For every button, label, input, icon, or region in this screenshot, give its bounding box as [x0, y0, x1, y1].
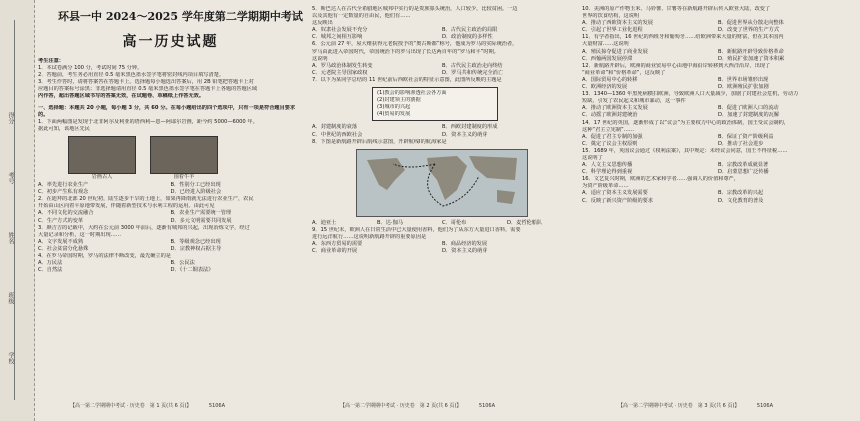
question-14-stem: 这种“君主立宪制”…… — [582, 126, 635, 133]
page-footer-3: 【高一第二学期期中考试 · 历史卷 第 3 页(共 6 页)】 5106A — [618, 403, 774, 409]
option-a: A．国际贸易中心的转移 — [582, 76, 638, 83]
question-9-stem: 9．15 世纪末，欧洲人在日常生活中已大量使用香料，他们为了从东方大量进口香料，需要 — [312, 226, 521, 233]
option-c: C．西葡两国发展停滞 — [582, 55, 633, 62]
binding-label-class: 班级 — [7, 292, 14, 304]
question-9-options — [312, 241, 572, 255]
rock-painting-figures — [68, 136, 303, 181]
option-d: D．启蒙思想广泛传播 — [718, 169, 769, 176]
option-a: A．率先进行农业生产 — [38, 182, 89, 189]
option-d: D．多元文明需要共同发展 — [170, 217, 232, 224]
question-1-options — [38, 182, 303, 196]
asia-landmass — [469, 156, 517, 180]
option-b: B．等级观念已经出现 — [170, 238, 221, 245]
option-b: B．古代民主政治走向终结 — [442, 62, 503, 69]
question-8-options — [312, 220, 572, 227]
question-14-options — [582, 134, 854, 148]
feature-item: (2)封建领主的割据 — [377, 97, 421, 104]
option-d: D．罗马共和传统完全消亡 — [442, 69, 504, 76]
question-13-stem: 13．1340—1360 年黑死病横扫欧洲，导致欧洲人口大量减少，加剧了封建社会危机，劳动力 — [582, 91, 799, 98]
notice-line: 应题目的答案标号涂黑；非选择题请用直径 0.5 毫米黑色墨水签字笔在答题卡上各题的答题区域 — [38, 86, 258, 93]
route-map — [356, 149, 528, 217]
option-c: C．科学理论得到重视 — [582, 169, 633, 176]
option-c: C．引起了世界工业化进程 — [582, 27, 643, 34]
option-b: B．性别分工已经出现 — [170, 182, 221, 189]
australia-landmass — [497, 190, 515, 204]
option-d: D．宗教神权占据主导 — [170, 245, 222, 252]
option-d: D．加速了封建制度的瓦解 — [718, 112, 780, 119]
option-c: C．反映了新兴资产阶级的要求 — [582, 197, 654, 204]
feature-item: (1)教会的影响渗透社会各方面 — [377, 90, 447, 97]
option-b: B．促进了欧洲人口的流动 — [718, 105, 779, 112]
option-b: B．古代民主政治的局限 — [442, 27, 498, 34]
americas-landmass — [367, 158, 405, 190]
feature-box — [372, 87, 498, 121]
notice-line: 3．考生作答时，请将答案答在答题卡上。选择题每小题选出答案后，用 2B 铅笔把答题卡上对 — [38, 79, 254, 86]
option-b: B．宗教改革成就显著 — [718, 162, 769, 169]
question-12-stem: 12．新航路开辟后，欧洲的商业贸易中心由地中海沿岸转移到大西洋沿岸，出现了 — [582, 62, 771, 69]
question-15-options — [582, 162, 854, 176]
option-c: C．奠定了议会主权原则 — [582, 140, 638, 147]
question-13-options — [582, 105, 854, 119]
feature-item: (4)贸易的发展 — [377, 111, 411, 118]
rock-painting-image — [150, 136, 218, 174]
option-c: C．哥伦布 — [442, 219, 467, 226]
binding-label-school: 学校 — [7, 352, 14, 364]
binding-label-score: 得分 — [7, 112, 14, 124]
option-b: B．农业生产需要统一管理 — [170, 210, 232, 217]
option-d: D．资本主义的萌芽 — [442, 248, 488, 255]
question-10-options — [582, 20, 854, 34]
option-c: C．欧洲经济的发展 — [582, 84, 628, 91]
question-3-stem: 3．颜吉吉的记载中，大约在公元前 3000 年前后，逐渐有城邦的兴起，出现冶炼文学，经过 — [38, 224, 250, 231]
question-5-stem: 这反映出 — [312, 20, 333, 27]
option-d: D．已经进入阶级社会 — [170, 189, 222, 196]
option-a: A．促进了君主专制的加强 — [582, 133, 643, 140]
option-d: D．资本主义的萌芽 — [442, 131, 488, 138]
question-5-stem: 以及其他有一定数量的自由民，他们有…… — [312, 13, 411, 20]
option-c: C．社会贫富分化悬殊 — [38, 245, 89, 252]
question-3-stem: 大量记录和分析，这一时期出现…… — [38, 231, 122, 238]
binding-margin — [0, 0, 35, 421]
question-15-stem: 15．1689 年，英国议会通过《权利法案》，其中规定：未经议会同意，国王不得征税…… — [582, 147, 788, 154]
question-11-options — [582, 49, 854, 63]
question-5-options — [312, 27, 572, 41]
option-b: B．宗教改革的兴起 — [718, 190, 764, 197]
question-4-stem: 4．在罗马帝国时期，罗马的法律不断改变，最先确立的是 — [38, 252, 171, 259]
question-16-stem: 为资产阶级革命…… — [582, 183, 629, 190]
page-column-1 — [38, 6, 303, 274]
option-a: A．人文主义思想传播 — [582, 162, 633, 169]
option-b: B．保证了资产阶级利益 — [718, 133, 774, 140]
option-c: C．城邦之间相互影响 — [312, 34, 363, 41]
option-a: A．适应了资本主义发展需要 — [582, 190, 648, 197]
question-6-stem: 这说明 — [312, 55, 328, 62]
option-c: C．中世纪的西欧社会 — [312, 131, 363, 138]
option-d: D．改变了世界的生产方式 — [718, 27, 780, 34]
page-column-3 — [582, 6, 854, 205]
option-c: C．生产方式的变革 — [38, 217, 84, 224]
question-8-stem: 8．下图是新航路开辟后航线示意图，开辟航线Ⅰ的航海家是 — [312, 138, 447, 145]
question-1-stem: 据此可知，该地区先民 — [38, 125, 90, 132]
option-c: C．自然法 — [38, 267, 63, 274]
option-b: B．世界市场雏形出现 — [718, 76, 769, 83]
option-a: A．罗马政治体制发生转变 — [312, 62, 373, 69]
question-6-stem: 6．公元前 27 年，屋大维获得元老院授予的“奥古斯都”称号，他成为罗马的实际统治者， — [312, 41, 518, 48]
option-a: A．封建制度的衰落 — [312, 124, 358, 131]
image-caption: 岩画古人 — [91, 173, 113, 180]
option-b: B．达·伽马 — [377, 219, 403, 226]
option-b: B．促进世界从分散走向整体 — [718, 20, 784, 27]
notice-line: 内作答，超出答题区域书写的答案无效，在试题卷、草稿纸上作答无效。 — [38, 93, 205, 100]
question-2-stem: 开始由山区向着平原地带发展，伴随着新型技术与水利工程的运用。由此可见 — [38, 203, 215, 210]
option-a: A．推动了西欧资本主义的发展 — [582, 20, 653, 27]
question-14-stem: 14．17 世纪的英国，逐渐形成了以“议会”为主要权力中心的政治体制，国王受议会制约， — [582, 119, 789, 126]
page-footer-1: 【高一第二学期期中考试 · 历史卷 第 1 页(共 6 页)】 5106A — [70, 403, 226, 409]
question-10-stem: 世界的饮食结构，这说明 — [582, 13, 640, 20]
image-caption: 围着牛羊 — [173, 173, 195, 180]
notice-line: 2．答题前，考生务必用直径 0.5 毫米黑色墨水签字笔将密封线内项目填写清楚。 — [38, 72, 225, 79]
option-a: A．不同文化的交流融合 — [38, 210, 94, 217]
option-d: D．政治制度的多样性 — [442, 34, 493, 41]
question-4-options — [38, 260, 303, 274]
question-1-stem: 1．下面两幅图是发现于北非阿尔及利亚的塔西利—恩—阿耶尔岩画，距今约 5000—6000 年。 — [38, 118, 258, 125]
binding-label-name: 姓名 — [7, 232, 14, 244]
question-2-stem: 2．在迪拜的北部 20 世纪初，陆生逐步干旱的土地上，如果再降雨就无法进行农业生产，农民 — [38, 196, 254, 203]
route-map-drawing — [357, 150, 527, 216]
option-c: C．元老院主导国家政权 — [312, 69, 368, 76]
option-d: D．殖民扩张加速了资本积累 — [718, 55, 785, 62]
page-column-2 — [312, 6, 572, 255]
option-a: A．奴隶社会发展不充分 — [312, 27, 368, 34]
question-10-stem: 10．美洲的原产作物玉米、马铃薯、甘薯等在新航路开辟后传入欧亚大陆，改变了 — [582, 6, 771, 12]
page-footer-2: 【高一第二学期期中考试 · 历史卷 第 2 页(共 6 页)】 5106A — [340, 403, 496, 409]
seal-line — [14, 20, 15, 400]
question-9-stem: 进行远洋航行……这说明新航路开辟的重要原因是 — [312, 233, 427, 240]
question-11-stem: 11．有学者指出，16 世纪的西班牙和葡萄牙……给欧洲带来大量的财富，但在其本国内 — [582, 34, 784, 41]
option-d: D．推动了社会进步 — [718, 140, 764, 147]
europe-africa-landmass — [427, 156, 467, 200]
option-d: D．《十二铜表法》 — [170, 267, 214, 274]
question-13-stem: 短缺，引发了农民起义和城市暴动，这一事件 — [582, 98, 686, 105]
option-d: D．欧洲殖民扩张加剧 — [718, 84, 769, 91]
question-16-options — [582, 190, 854, 204]
question-7-options — [312, 124, 572, 138]
option-a: A．迪亚士 — [312, 219, 337, 226]
exam-title: 环县一中 2024～2025 学年度第二学期期中考试 — [58, 10, 303, 23]
option-b: B．新航路开辟导致价格革命 — [718, 48, 784, 55]
option-d: D．文化教育的普及 — [718, 197, 764, 204]
option-b: B．商品经济的发展 — [442, 240, 488, 247]
question-7-stem: 7．以下为某同学总结的 11 世纪前后西欧社会的特征示意图，此图所反映的主题是 — [312, 76, 502, 83]
option-c: C．初步产生私有观念 — [38, 189, 89, 196]
question-16-stem: 16．文艺复兴时期，欧洲的艺术家和学者……强调人的价值和尊严， — [582, 176, 740, 183]
section-heading: 一、选择题：本题共 20 小题，每小题 3 分，共 60 分。在每小题给出的四个选项中，只有一项是符合题目要求的。 — [38, 104, 296, 118]
option-a: A．东西方贸易的需要 — [312, 240, 363, 247]
option-c: C．商业革命的开展 — [312, 248, 358, 255]
notice-title: 考生注意： — [38, 58, 64, 64]
option-d: D．麦哲伦船队 — [507, 219, 543, 226]
binding-label-exam-no: 考号 — [7, 172, 14, 184]
question-11-stem: 大量财富……这说明 — [582, 41, 629, 48]
question-5-stem: 5．斯巴达人在古代全希腊地区城邦中实行的是贵族寡头统治，人口较少，比较贫困。一边 — [312, 6, 518, 12]
option-a: A．殖民掠夺促进了商业发展 — [582, 48, 648, 55]
option-a: A．文字发展不成熟 — [38, 238, 84, 245]
option-b: B．西欧封建制度的形成 — [442, 124, 498, 131]
option-b: B．公民法 — [170, 260, 195, 267]
option-a: A．推动了欧洲资本主义发展 — [582, 105, 648, 112]
exam-subtitle: 高一历史试题 — [122, 34, 219, 50]
question-15-stem: 这说明了 — [582, 154, 603, 161]
question-6-options — [312, 63, 572, 77]
question-12-options — [582, 77, 854, 91]
rock-painting-image — [68, 136, 136, 174]
feature-item: (3)城市的兴起 — [377, 104, 411, 111]
option-c: C．动摇了欧洲封建统治 — [582, 112, 638, 119]
question-6-stem: 罗马由此进入帝国时代，帝国统治下的罗马出现了长达两百年的“罗马和平”时期。 — [312, 48, 499, 55]
question-3-options — [38, 239, 303, 253]
question-12-stem: “商业革命”和“价格革命”，这反映了 — [582, 69, 666, 76]
option-a: A．万民法 — [38, 260, 63, 267]
question-2-options — [38, 210, 303, 224]
notice-line: 1．本试卷满分 100 分，考试时间 75 分钟。 — [38, 65, 143, 72]
